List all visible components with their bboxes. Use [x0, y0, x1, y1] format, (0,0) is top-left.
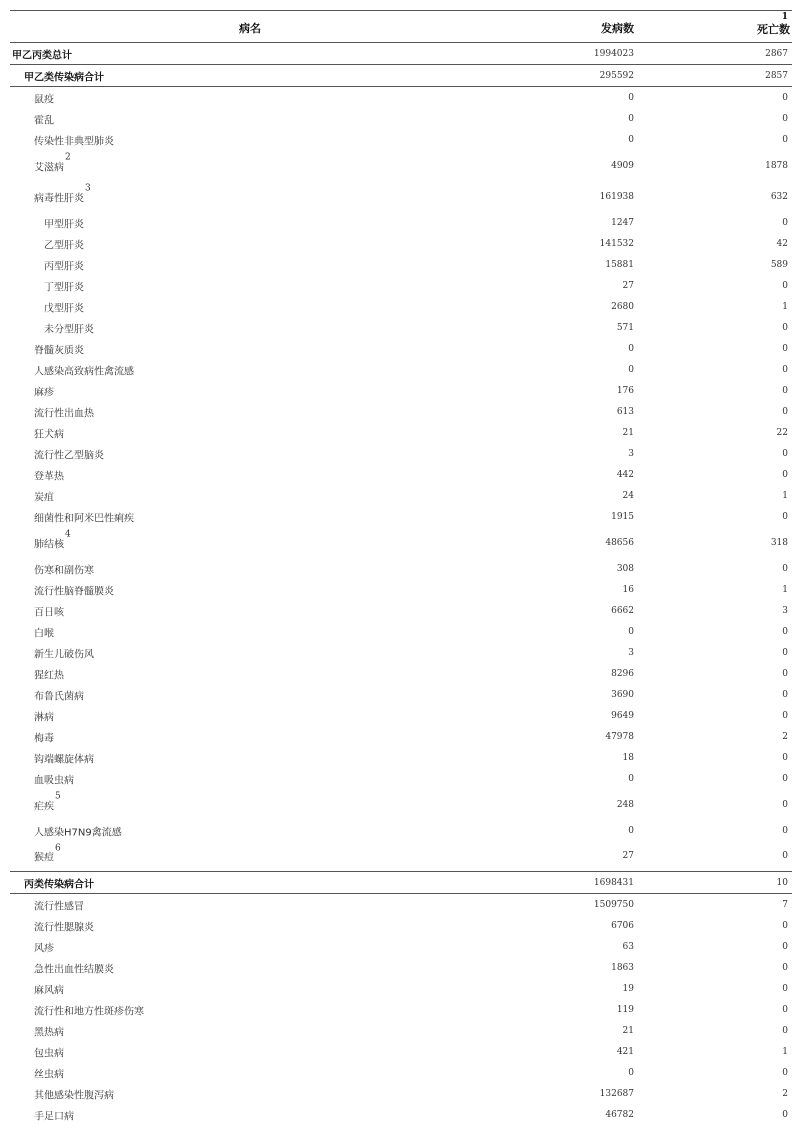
- header-cases: 发病数: [601, 22, 634, 35]
- cases-value: 48656: [605, 537, 634, 548]
- disease-name-text: 麻风病: [34, 985, 64, 996]
- disease-name: [34, 771, 74, 786]
- table-row: [10, 108, 792, 129]
- deaths-value: 0: [782, 92, 788, 103]
- disease-name: [34, 708, 54, 723]
- disease-name: [34, 509, 134, 524]
- cases-value: 0: [628, 92, 634, 103]
- disease-name-text: 淋病: [34, 712, 54, 723]
- table-row: [10, 600, 792, 621]
- disease-name-text: 百日咳: [34, 607, 64, 618]
- cases-value: 63: [622, 941, 634, 952]
- table-row: [10, 841, 792, 872]
- disease-name: [34, 183, 91, 204]
- table-row: [10, 275, 792, 296]
- disease-name-text: 丝虫病: [34, 1069, 64, 1080]
- disease-name-text: 伤寒和副伤寒: [34, 565, 94, 576]
- table-row: [10, 684, 792, 705]
- disease-name: [34, 1023, 64, 1038]
- disease-name-text: 包虫病: [34, 1048, 64, 1059]
- table-row: [10, 422, 792, 443]
- disease-name: [34, 843, 61, 864]
- cases-value: 176: [616, 385, 634, 396]
- cases-value: 0: [628, 1067, 634, 1078]
- disease-name-text: 人感染H7N9禽流感: [34, 827, 122, 838]
- table-header: [10, 10, 792, 43]
- header-deaths-label: 死亡数: [757, 23, 790, 36]
- table-row: [10, 894, 792, 915]
- disease-name-text: 霍乱: [34, 115, 54, 126]
- table-row: [10, 936, 792, 957]
- disease-name-text: 乙型肝炎: [44, 240, 84, 251]
- disease-name-text: 猩红热: [34, 670, 64, 681]
- disease-name: [34, 362, 134, 377]
- disease-name-text: 狂犬病: [34, 429, 64, 440]
- deaths-value: 1: [782, 490, 788, 501]
- disease-name-text: 甲乙丙类总计: [12, 50, 72, 61]
- deaths-value: 2: [782, 1088, 788, 1099]
- table-row: [10, 464, 792, 485]
- disease-name-text: 肺结核: [34, 539, 64, 550]
- disease-name-text: 未分型肝炎: [44, 324, 94, 335]
- deaths-value: 0: [782, 710, 788, 721]
- disease-name: [34, 152, 71, 173]
- cases-value: 47978: [605, 731, 634, 742]
- disease-name: [34, 750, 94, 765]
- deaths-value: 0: [782, 1025, 788, 1036]
- deaths-value: 0: [782, 773, 788, 784]
- disease-name: [34, 467, 64, 482]
- disease-name: [34, 488, 54, 503]
- disease-name: [34, 111, 54, 126]
- table-row: [10, 705, 792, 726]
- table-row: [10, 129, 792, 150]
- table-row: [10, 1020, 792, 1041]
- footnote-marker: 3: [85, 183, 91, 194]
- disease-name: [34, 1107, 74, 1122]
- disease-name: [34, 645, 94, 660]
- disease-name-text: 戊型肝炎: [44, 303, 84, 314]
- disease-name-text: 甲乙类传染病合计: [24, 72, 104, 83]
- cases-value: 141532: [599, 238, 634, 249]
- disease-name: [12, 46, 72, 61]
- footnote-marker: 2: [65, 152, 71, 163]
- table-row: [10, 212, 792, 233]
- deaths-value: 3: [782, 605, 788, 616]
- deaths-value: 42: [776, 238, 788, 249]
- disease-name-text: 流行性和地方性斑疹伤寒: [34, 1006, 144, 1017]
- cases-value: 4909: [611, 160, 634, 171]
- disease-name: [34, 939, 54, 954]
- table-row: [10, 380, 792, 401]
- cases-value: 295592: [599, 70, 634, 81]
- header-disease-name: 病名: [239, 22, 261, 35]
- disease-name: [44, 320, 94, 335]
- cases-value: 308: [616, 563, 634, 574]
- deaths-value: 0: [782, 689, 788, 700]
- disease-name-text: 猴痘: [34, 852, 54, 864]
- table-row: [10, 296, 792, 317]
- table-row: [10, 820, 792, 841]
- cases-value: 19: [622, 983, 634, 994]
- deaths-value: 0: [782, 647, 788, 658]
- deaths-value: 0: [782, 668, 788, 679]
- cases-value: 0: [628, 134, 634, 145]
- deaths-value: 0: [782, 511, 788, 522]
- disease-name-text: 麻疹: [34, 387, 54, 398]
- deaths-value: 0: [782, 113, 788, 124]
- cases-value: 2680: [611, 301, 634, 312]
- cases-value: 0: [628, 113, 634, 124]
- table-row: [10, 233, 792, 254]
- table-row: [10, 768, 792, 789]
- disease-name-text: 脊髓灰质炎: [34, 345, 84, 356]
- table-row: [10, 506, 792, 527]
- table-row: [10, 872, 792, 894]
- deaths-value: 632: [770, 191, 788, 202]
- deaths-value: 22: [776, 427, 788, 438]
- cases-value: 571: [616, 322, 634, 333]
- cases-value: 248: [616, 799, 634, 810]
- deaths-value: 0: [782, 752, 788, 763]
- cases-value: 0: [628, 626, 634, 637]
- table-row: [10, 1062, 792, 1083]
- disease-name: [44, 299, 84, 314]
- deaths-value: 1878: [765, 160, 788, 171]
- deaths-value: 0: [782, 920, 788, 931]
- table-row: [10, 65, 792, 87]
- table-row: [10, 87, 792, 108]
- cases-value: 27: [622, 280, 634, 291]
- disease-name: [34, 624, 54, 639]
- cases-value: 24: [622, 490, 634, 501]
- table-row: [10, 443, 792, 464]
- disease-name-text: 鼠疫: [34, 94, 54, 105]
- cases-value: 1698431: [593, 877, 634, 888]
- cases-value: 442: [616, 469, 634, 480]
- cases-value: 1994023: [593, 48, 634, 59]
- table-row: [10, 558, 792, 579]
- disease-name: [34, 582, 114, 597]
- deaths-value: 0: [782, 364, 788, 375]
- deaths-value: 0: [782, 983, 788, 994]
- disease-name: [34, 1002, 144, 1017]
- cases-value: 46782: [605, 1109, 634, 1120]
- cases-value: 0: [628, 364, 634, 375]
- table-row: [10, 747, 792, 768]
- disease-name-text: 流行性乙型脑炎: [34, 450, 104, 461]
- disease-name-text: 手足口病: [34, 1111, 74, 1122]
- header-deaths-footnote: 1: [781, 12, 788, 22]
- cases-value: 1247: [611, 217, 634, 228]
- deaths-value: 0: [782, 469, 788, 480]
- cases-value: 6706: [611, 920, 634, 931]
- deaths-value: 0: [782, 1004, 788, 1015]
- disease-name: [34, 1065, 64, 1080]
- deaths-value: 0: [782, 851, 788, 861]
- disease-name-text: 流行性腮腺炎: [34, 922, 94, 933]
- table-row: [10, 1083, 792, 1104]
- table-row: [10, 663, 792, 684]
- table-row: [10, 999, 792, 1020]
- disease-name: [34, 383, 54, 398]
- cases-value: 0: [628, 343, 634, 354]
- header-deaths: [757, 12, 790, 37]
- cases-value: 9649: [611, 710, 634, 721]
- deaths-value: 0: [782, 962, 788, 973]
- deaths-value: 2857: [765, 70, 788, 81]
- cases-value: 3690: [611, 689, 634, 700]
- table-row: [10, 978, 792, 999]
- deaths-value: 0: [782, 343, 788, 354]
- cases-value: 1509750: [593, 899, 634, 910]
- disease-name: [34, 729, 54, 744]
- disease-name: [34, 425, 64, 440]
- table-row: [10, 317, 792, 338]
- table-row: [10, 1041, 792, 1062]
- deaths-value: 7: [782, 899, 788, 910]
- table-row: [10, 579, 792, 600]
- deaths-value: 589: [770, 259, 788, 270]
- disease-name-text: 其他感染性腹泻病: [34, 1090, 114, 1101]
- table-row: [10, 621, 792, 642]
- disease-table: [10, 10, 792, 1125]
- disease-name: [34, 1086, 114, 1101]
- table-row: [10, 789, 792, 820]
- disease-name-text: 艾滋病: [34, 162, 64, 173]
- cases-value: 161938: [599, 191, 634, 202]
- table-row: [10, 642, 792, 663]
- table-row: [10, 359, 792, 380]
- disease-name: [34, 823, 122, 838]
- deaths-value: 0: [782, 799, 788, 810]
- table-row: [10, 338, 792, 359]
- disease-name: [34, 603, 64, 618]
- disease-name-text: 细菌性和阿米巴性痢疾: [34, 513, 134, 524]
- disease-name: [34, 960, 114, 975]
- deaths-value: 10: [776, 877, 788, 888]
- table-row: [10, 43, 792, 65]
- deaths-value: 1: [782, 301, 788, 312]
- disease-name: [34, 132, 114, 147]
- disease-name-text: 丙类传染病合计: [24, 879, 94, 890]
- disease-name: [24, 875, 94, 890]
- disease-name-text: 流行性感冒: [34, 901, 84, 912]
- table-row: [10, 915, 792, 936]
- deaths-value: 0: [782, 217, 788, 228]
- disease-name-text: 炭疽: [34, 492, 54, 503]
- disease-name-text: 风疹: [34, 943, 54, 954]
- disease-name: [44, 215, 84, 230]
- disease-name: [34, 687, 84, 702]
- disease-name: [34, 918, 94, 933]
- table-row: [10, 150, 792, 181]
- disease-name-text: 梅毒: [34, 733, 54, 744]
- disease-name-text: 布鲁氏菌病: [34, 691, 84, 702]
- disease-name-text: 传染性非典型肺炎: [34, 136, 114, 147]
- disease-name-text: 白喉: [34, 628, 54, 639]
- cases-value: 0: [628, 825, 634, 836]
- deaths-value: 0: [782, 448, 788, 459]
- deaths-value: 1: [782, 1046, 788, 1057]
- disease-name: [34, 404, 94, 419]
- disease-name-text: 丁型肝炎: [44, 282, 84, 293]
- cases-value: 119: [616, 1004, 634, 1015]
- table-row: [10, 485, 792, 506]
- disease-name: [34, 1044, 64, 1059]
- cases-value: 8296: [611, 668, 634, 679]
- disease-name: [34, 791, 61, 812]
- deaths-value: 2867: [765, 48, 788, 59]
- disease-name: [34, 90, 54, 105]
- table-row: [10, 181, 792, 212]
- disease-name-text: 急性出血性结膜炎: [34, 964, 114, 975]
- deaths-value: 318: [770, 537, 788, 548]
- disease-name: [34, 561, 94, 576]
- cases-value: 18: [622, 752, 634, 763]
- disease-name-text: 病毒性肝炎: [34, 193, 84, 204]
- cases-value: 613: [616, 406, 634, 417]
- footnote-marker: 4: [65, 529, 71, 540]
- disease-name-text: 甲型肝炎: [44, 219, 84, 230]
- disease-name-text: 丙型肝炎: [44, 261, 84, 272]
- deaths-value: 0: [782, 626, 788, 637]
- footnote-marker: 6: [55, 843, 61, 854]
- disease-name: [24, 68, 104, 83]
- disease-name-text: 黑热病: [34, 1027, 64, 1038]
- deaths-value: 0: [782, 385, 788, 396]
- disease-name-text: 血吸虫病: [34, 775, 74, 786]
- cases-value: 0: [628, 773, 634, 784]
- cases-value: 1863: [611, 962, 634, 973]
- cases-value: 132687: [599, 1088, 634, 1099]
- deaths-value: 0: [782, 322, 788, 333]
- disease-name: [44, 236, 84, 251]
- table-row: [10, 1104, 792, 1125]
- cases-value: 27: [622, 851, 634, 861]
- disease-name: [34, 666, 64, 681]
- disease-name-text: 新生儿破伤风: [34, 649, 94, 660]
- table-row: [10, 957, 792, 978]
- deaths-value: 0: [782, 406, 788, 417]
- cases-value: 3: [628, 448, 634, 459]
- disease-name-text: 人感染高致病性禽流感: [34, 366, 134, 377]
- table-row: [10, 254, 792, 275]
- cases-value: 16: [622, 584, 634, 595]
- disease-name-text: 流行性脑脊髓膜炎: [34, 586, 114, 597]
- deaths-value: 0: [782, 563, 788, 574]
- cases-value: 1915: [611, 511, 634, 522]
- disease-name: [34, 446, 104, 461]
- cases-value: 3: [628, 647, 634, 658]
- deaths-value: 0: [782, 280, 788, 291]
- table-row: [10, 726, 792, 747]
- table-row: [10, 401, 792, 422]
- disease-name-text: 流行性出血热: [34, 408, 94, 419]
- deaths-value: 2: [782, 731, 788, 742]
- disease-name-text: 登革热: [34, 471, 64, 482]
- deaths-value: 0: [782, 825, 788, 836]
- deaths-value: 0: [782, 1109, 788, 1120]
- disease-name: [34, 897, 84, 912]
- disease-name: [44, 278, 84, 293]
- cases-value: 6662: [611, 605, 634, 616]
- disease-name: [34, 529, 71, 550]
- footnote-marker: 5: [55, 791, 61, 802]
- table-body: [10, 43, 792, 1125]
- table-row: [10, 527, 792, 558]
- disease-name-text: 钩端螺旋体病: [34, 754, 94, 765]
- cases-value: 421: [616, 1046, 634, 1057]
- deaths-value: 0: [782, 941, 788, 952]
- deaths-value: 1: [782, 584, 788, 595]
- disease-name: [44, 257, 84, 272]
- disease-name-text: 疟疾: [34, 801, 54, 812]
- cases-value: 15881: [605, 259, 634, 270]
- cases-value: 21: [622, 1025, 634, 1036]
- deaths-value: 0: [782, 134, 788, 145]
- cases-value: 21: [622, 427, 634, 438]
- deaths-value: 0: [782, 1067, 788, 1078]
- disease-name: [34, 981, 64, 996]
- disease-name: [34, 341, 84, 356]
